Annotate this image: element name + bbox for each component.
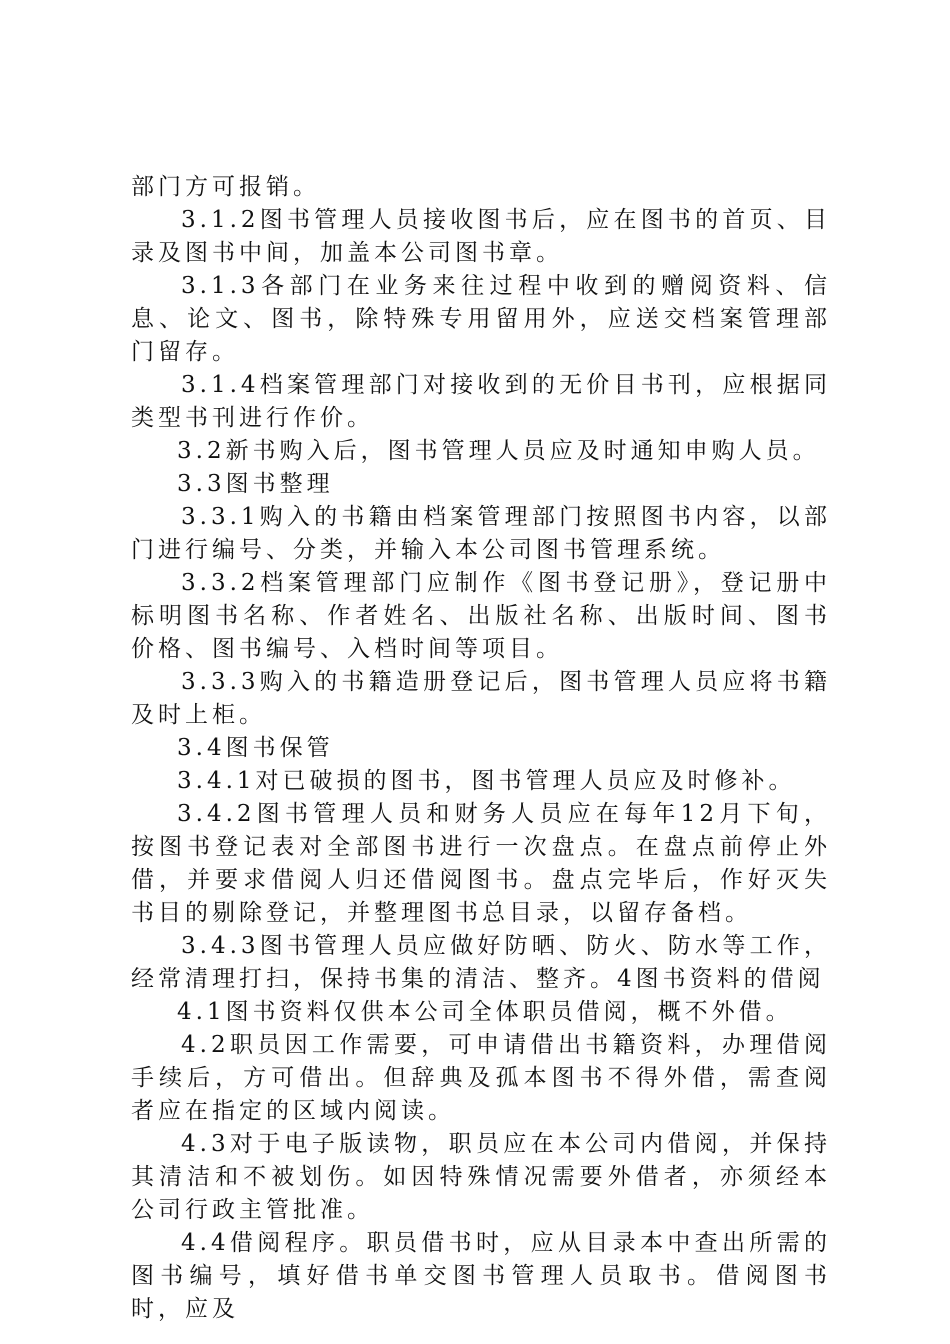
paragraph-3-1-4: 3.1.4档案管理部门对接收到的无价目书刊，应根据同类型书刊进行作价。: [131, 372, 831, 431]
heading-3-4: 3.4图书保管: [177, 735, 334, 761]
paragraph-3-3-1: 3.3.1购入的书籍由档案管理部门按照图书内容，以部门进行编号、分类，并输入本公司图书管理系统。: [131, 504, 831, 563]
paragraph-4-3: 4.3对于电子版读物，职员应在本公司内借阅，并保持其清洁和不被划伤。如因特殊情况需要外借者，亦须经本公司行政主管批准。: [131, 1131, 831, 1223]
paragraph-3-4-3: 3.4.3图书管理人员应做好防晒、防火、防水等工作，经常清理打扫，保持书集的清洁、整齐。4图书资料的借阅: [131, 933, 831, 992]
paragraph-4-4: 4.4借阅程序。职员借书时，应从目录本中查出所需的图书编号，填好借书单交图书管理人员取书。借阅图书时，应及: [131, 1230, 831, 1322]
paragraph-3-4-1: 3.4.1对已破损的图书，图书管理人员应及时修补。: [177, 768, 796, 794]
paragraph-3-3-3: 3.3.3购入的书籍造册登记后，图书管理人员应将书籍及时上柜。: [131, 669, 831, 728]
paragraph-4-1: 4.1图书资料仅供本公司全体职员借阅，概不外借。: [177, 999, 793, 1025]
paragraph-3-1-2: 3.1.2图书管理人员接收图书后，应在图书的首页、目录及图书中间，加盖本公司图书章。: [131, 207, 831, 266]
paragraph-4-2: 4.2职员因工作需要，可申请借出书籍资料，办理借阅手续后，方可借出。但辞典及孤本图书不得外借，需查阅者应在指定的区域内阅读。: [131, 1032, 831, 1124]
paragraph-3-3-2: 3.3.2档案管理部门应制作《图书登记册》，登记册中标明图书名称、作者姓名、出版社名称、出版时间、图书价格、图书编号、入档时间等项目。: [131, 570, 831, 662]
heading-3-3: 3.3图书整理: [177, 471, 334, 497]
paragraph-continuation: 部门方可报销。: [131, 174, 320, 200]
paragraph-3-4-2: 3.4.2图书管理人员和财务人员应在每年12月下旬，按图书登记表对全部图书进行一次盘点。在盘点前停止外借，并要求借阅人归还借阅图书。盘点完毕后，作好灭失书目的剔除登记，并整理图书总目录，以留存备档。: [131, 801, 831, 926]
paragraph-3-1-3: 3.1.3各部门在业务来往过程中收到的赠阅资料、信息、论文、图书，除特殊专用留用外，应送交档案管理部门留存。: [131, 273, 831, 365]
document-body: [131, 171, 831, 1326]
paragraph-3-2: 3.2新书购入后，图书管理人员应及时通知申购人员。: [177, 438, 820, 464]
